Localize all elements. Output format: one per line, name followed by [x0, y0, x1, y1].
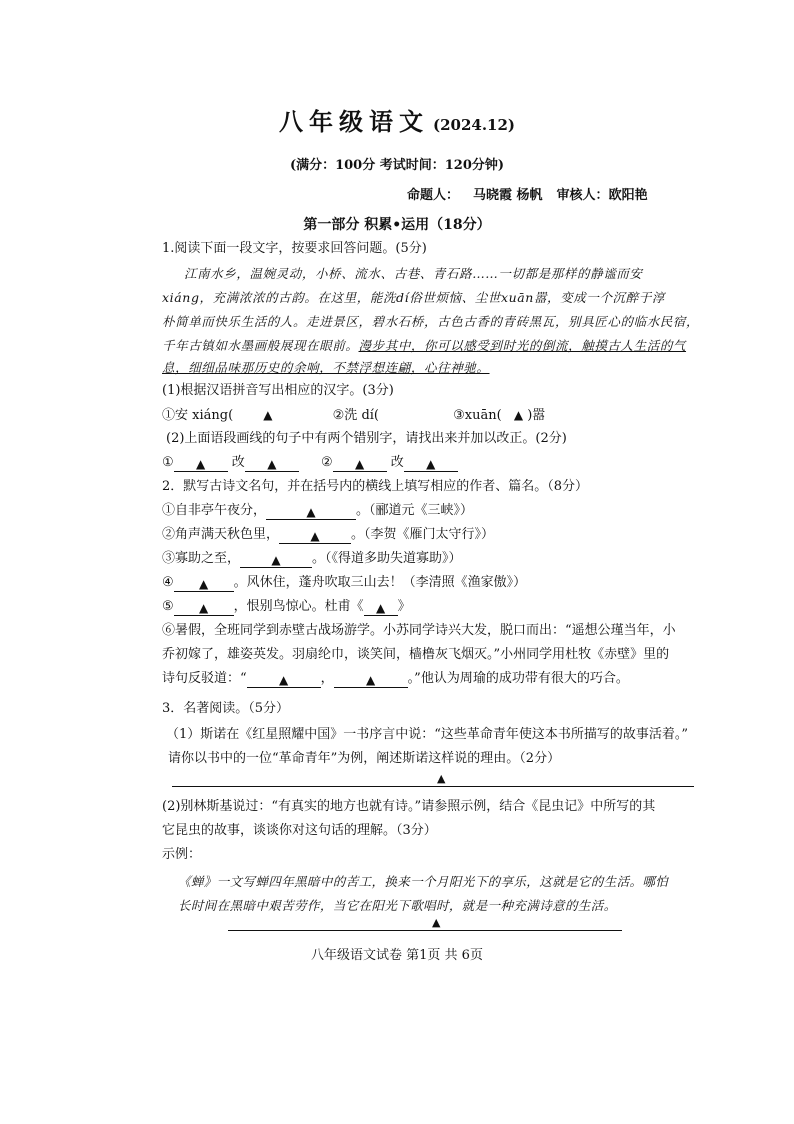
q2-item	[162, 526, 494, 544]
q2-item-end: 》	[397, 599, 411, 614]
q3-sub2-line: (2)别林斯基说过：“有真实的地方也就有诗。”请参照示例，结合《昆虫记》中所写的其	[162, 799, 656, 814]
q1-sub2-prompt: (2)上面语段画线的句子中有两个错别字，请找出来并加以改正。(2分)	[166, 431, 567, 446]
answer-marker: ▲	[279, 673, 289, 687]
q2-item-text: ④	[162, 575, 174, 590]
q2-item-source: 。（《得道多助失道寡助》）	[312, 551, 462, 566]
q3-sub1-line: 请你以书中的一位“革命青年”为例，阐述斯诺这样说的理由。（2分）	[168, 751, 561, 766]
q1-sub1-prompt: (1)根据汉语拼音写出相应的汉字。(3分)	[162, 383, 394, 398]
q1-sub1-item: ③xuān(	[453, 408, 502, 423]
answer-blank[interactable]	[279, 527, 351, 544]
reviewer: 欧阳艳	[608, 188, 648, 203]
q1-prompt: 1.阅读下面一段文字，按要求回答问题。(5分)	[162, 241, 427, 256]
q1-passage-line: 朴简单而快乐生活的人。走进景区，碧水石桥，古色古香的青砖黑瓦，别具匠心的临水民宿，	[162, 314, 700, 329]
q2-prompt: 2．默写古诗文名句，并在括号内的横线上填写相应的作者、篇名。（8分）	[162, 479, 589, 494]
q1-underlined-sentence-cont: 息，细细品味那历史的余响，不禁浮想连翩，心往神驰。	[162, 360, 490, 375]
setters: 马晓霞 杨帆	[473, 188, 543, 203]
q2-item	[162, 598, 411, 616]
q1-sub1-answers	[162, 406, 545, 425]
answer-blank[interactable]	[404, 455, 458, 472]
answer-marker: ▲	[437, 772, 446, 785]
page-footer: 八年级语文试卷 第1页 共 6页	[311, 948, 483, 963]
q1-sub2-label: 改	[231, 455, 245, 470]
q1-sub2-label: ②	[320, 455, 333, 470]
q1-sub2-answers	[162, 454, 458, 472]
answer-line[interactable]	[172, 786, 694, 787]
answer-marker: ▲	[306, 505, 316, 519]
example-label: 示例：	[162, 847, 202, 862]
reviewer-label: 审核人：	[556, 188, 609, 203]
answer-blank[interactable]	[240, 551, 312, 568]
q2-item-text: ⑤	[162, 599, 174, 614]
q1-passage-line: xiáng，充满浓浓的古韵。在这里，能洗dí俗世烦恼、尘世xuān嚣，变成一个沉醉于淳	[162, 290, 665, 305]
answer-blank[interactable]	[174, 455, 228, 472]
answer-marker: ▲	[376, 601, 386, 615]
answer-marker: ▲	[366, 673, 376, 687]
q2-item6-text: 诗句反驳道：“	[162, 671, 247, 686]
title-text: 八年级语文	[278, 107, 429, 136]
answer-marker: ▲	[199, 601, 209, 615]
authors-line	[407, 184, 662, 203]
q1-sub1-item: ①安 xiáng(	[162, 408, 234, 423]
q3-sub1-line: （1）斯诺在《红星照耀中国》一书序言中说：“这些革命青年使这本书所描写的故事活着。”	[166, 727, 689, 742]
q1-sub2-label: ①	[162, 455, 174, 470]
answer-marker: ▲	[432, 916, 441, 929]
answer-marker: ▲	[263, 408, 273, 422]
answer-marker: ▲	[196, 457, 206, 471]
q1-sub1-item: )嚣	[527, 408, 546, 423]
answer-blank[interactable]	[334, 671, 408, 688]
q2-item6-line	[162, 670, 629, 688]
q2-item-source: 。风休住，蓬舟吹取三山去！（李清照《渔家傲》）	[233, 575, 527, 590]
page-title	[0, 102, 794, 137]
title-date: (2024.12)	[432, 116, 516, 134]
answer-line[interactable]	[228, 930, 622, 931]
q2-item-text: ③寡助之至，	[162, 551, 241, 566]
q1-passage-line: 江南水乡，温婉灵动，小桥、流水、古巷、青石路……一切都是那样的静谧而安	[184, 266, 643, 281]
q2-item6-text: 。”他认为周瑜的成功带有很大的巧合。	[407, 671, 629, 686]
answer-blank[interactable]	[174, 575, 234, 592]
q1-passage-line	[162, 336, 686, 354]
q1-passage-text: 千年古镇如水墨画般展现在眼前。	[162, 338, 359, 353]
answer-blank[interactable]	[245, 455, 299, 472]
answer-marker: ▲	[310, 529, 320, 543]
q3-sub2-line: 它昆虫的故事，谈谈你对这句话的理解。（3分）	[162, 823, 437, 838]
q1-sub1-item: ②洗 dí(	[332, 408, 379, 423]
q2-item-source: ，恨别鸟惊心。杜甫《	[233, 599, 364, 614]
q1-underlined-sentence: 漫步其中，你可以感受到时光的倒流，触摸古人生活的气	[358, 338, 687, 353]
q2-item-source: 。（郦道元《三峡》）	[356, 503, 474, 518]
q3-prompt: 3．名著阅读。（5分）	[162, 701, 290, 716]
answer-blank[interactable]	[364, 599, 398, 616]
q2-item6-line: ⑥暑假，全班同学到赤壁古战场游学。小苏同学诗兴大发，脱口而出：“遥想公瑾当年，小	[162, 623, 676, 638]
answer-blank[interactable]	[266, 503, 356, 520]
q2-item-text: ①自非亭午夜分，	[162, 503, 267, 518]
answer-marker: ▲	[354, 457, 365, 471]
setter-label: 命题人：	[407, 188, 460, 203]
answer-marker: ▲	[199, 577, 209, 591]
score-info: (满分：100分 考试时间：120分钟)	[289, 158, 505, 173]
q2-item6-line: 乔初嫁了，雄姿英发。羽扇纶巾，谈笑间，樯橹灰飞烟灭。”小州同学用杜牧《赤壁》里的	[162, 647, 670, 662]
answer-marker: ▲	[513, 408, 524, 422]
answer-marker: ▲	[267, 457, 277, 471]
q2-item	[162, 550, 462, 568]
q2-item6-text: ，	[320, 671, 334, 686]
answer-marker: ▲	[271, 553, 281, 567]
answer-blank[interactable]	[174, 599, 234, 616]
q2-item-text: ②角声满天秋色里，	[162, 527, 280, 542]
answer-marker: ▲	[426, 457, 436, 471]
q1-sub2-label: 改	[390, 455, 404, 470]
example-line: 《蝉》一文写蝉四年黑暗中的苦工，换来一个月阳光下的享乐，这就是它的生活。哪怕	[178, 874, 669, 889]
q2-item	[162, 574, 526, 592]
answer-blank[interactable]	[333, 455, 387, 472]
example-line: 长时间在黑暗中艰苦劳作，当它在阳光下歌唱时，就是一种充满诗意的生活。	[178, 898, 617, 913]
part1-title: 第一部分 积累•运用（18分）	[303, 217, 491, 233]
q2-item-source: 。（李贺《雁门太守行》）	[351, 527, 495, 542]
q2-item	[162, 502, 473, 520]
answer-blank[interactable]	[247, 671, 321, 688]
